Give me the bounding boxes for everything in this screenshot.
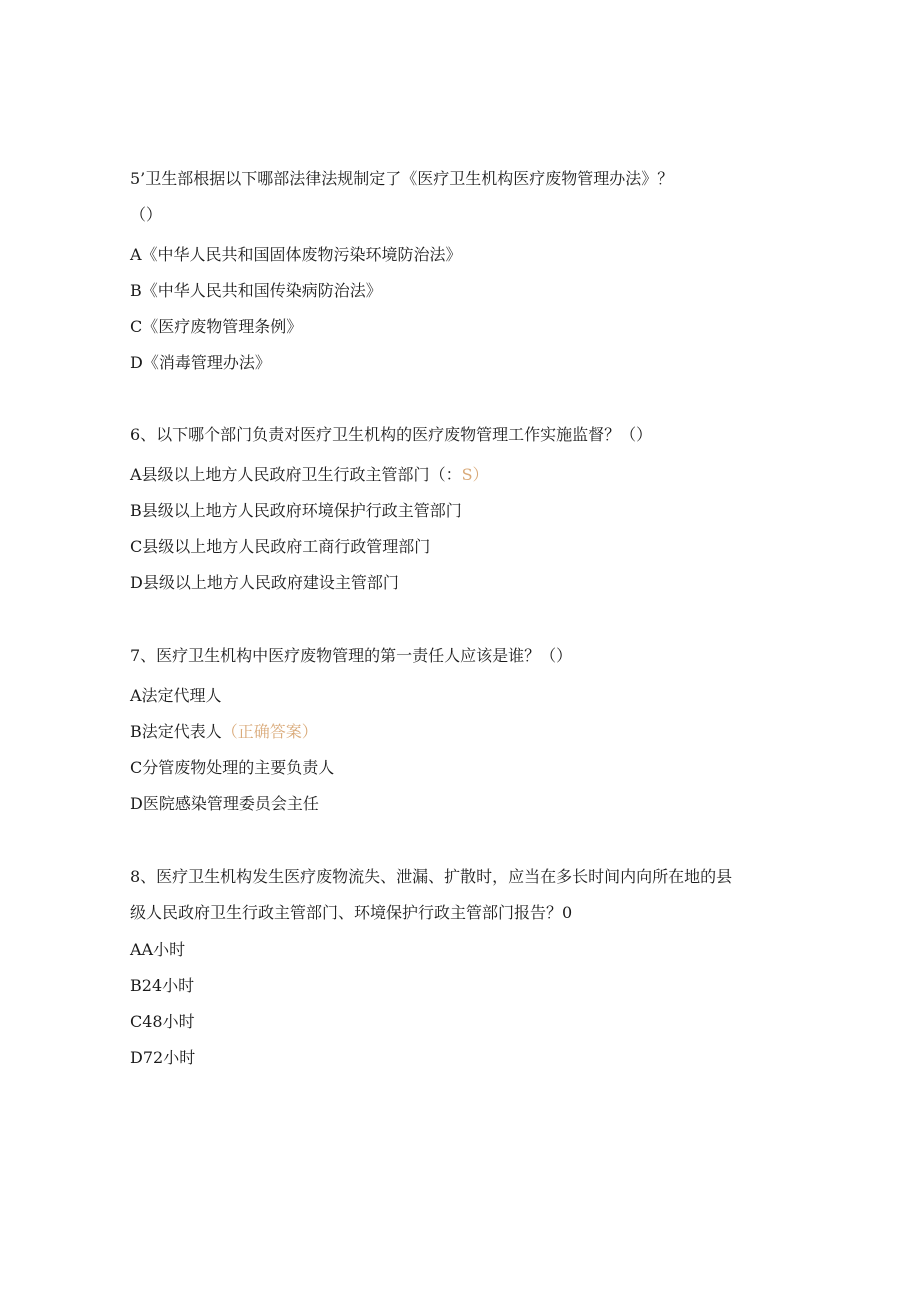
question-5-stem-line-2: （） — [130, 205, 163, 224]
question-6-answer-hint: S） — [461, 465, 489, 484]
question-7-option-d: D医院感染管理委员会主任 — [130, 794, 319, 813]
question-8-option-b: B24小时 — [130, 976, 195, 995]
question-6-option-c: C县级以上地方人民政府工商行政管理部门 — [130, 537, 431, 556]
question-5-option-b: B《中华人民共和国传染病防治法》 — [130, 281, 382, 300]
question-8-option-a: AA小时 — [130, 940, 186, 959]
question-8-option-c: C48小时 — [130, 1012, 195, 1031]
question-7-option-b — [130, 722, 318, 742]
question-5-stem-line-1: 5’卫生部根据以下哪部法律法规制定了《医疗卫生机构医疗废物管理办法》？ — [130, 169, 674, 188]
question-6-option-a — [130, 465, 489, 485]
question-6-option-a-suffix: （： — [429, 465, 462, 484]
question-5-option-d: D《消毒管理办法》 — [130, 353, 271, 372]
question-8-stem-line-1: 8、医疗卫生机构发生医疗废物流失、泄漏、扩散时，应当在多长时间内向所在地的县 — [130, 867, 733, 886]
question-6-option-d: D县级以上地方人民政府建设主管部门 — [130, 573, 399, 592]
question-5-option-a: A《中华人民共和国固体废物污染环境防治法》 — [130, 245, 462, 264]
question-8-stem-line-2: 级人民政府卫生行政主管部门、环境保护行政主管部门报告？0 — [130, 903, 573, 922]
question-7-stem: 7、医疗卫生机构中医疗废物管理的第一责任人应该是谁？（） — [130, 646, 573, 665]
question-7-option-b-text: B法定代表人 — [130, 722, 222, 741]
question-6-stem: 6、以下哪个部门负责对医疗卫生机构的医疗废物管理工作实施监督？（） — [130, 425, 653, 444]
question-7-option-c: C分管废物处理的主要负责人 — [130, 758, 335, 777]
question-6-option-a-text: A县级以上地方人民政府卫生行政主管部门 — [130, 465, 430, 484]
question-8-option-d: D72小时 — [130, 1048, 196, 1067]
question-6-option-b: B县级以上地方人民政府环境保护行政主管部门 — [130, 501, 462, 520]
question-7-answer-hint: （正确答案） — [221, 722, 318, 741]
question-5-option-c: C《医疗废物管理条例》 — [130, 317, 303, 336]
question-7-option-a: A法定代理人 — [130, 686, 222, 705]
